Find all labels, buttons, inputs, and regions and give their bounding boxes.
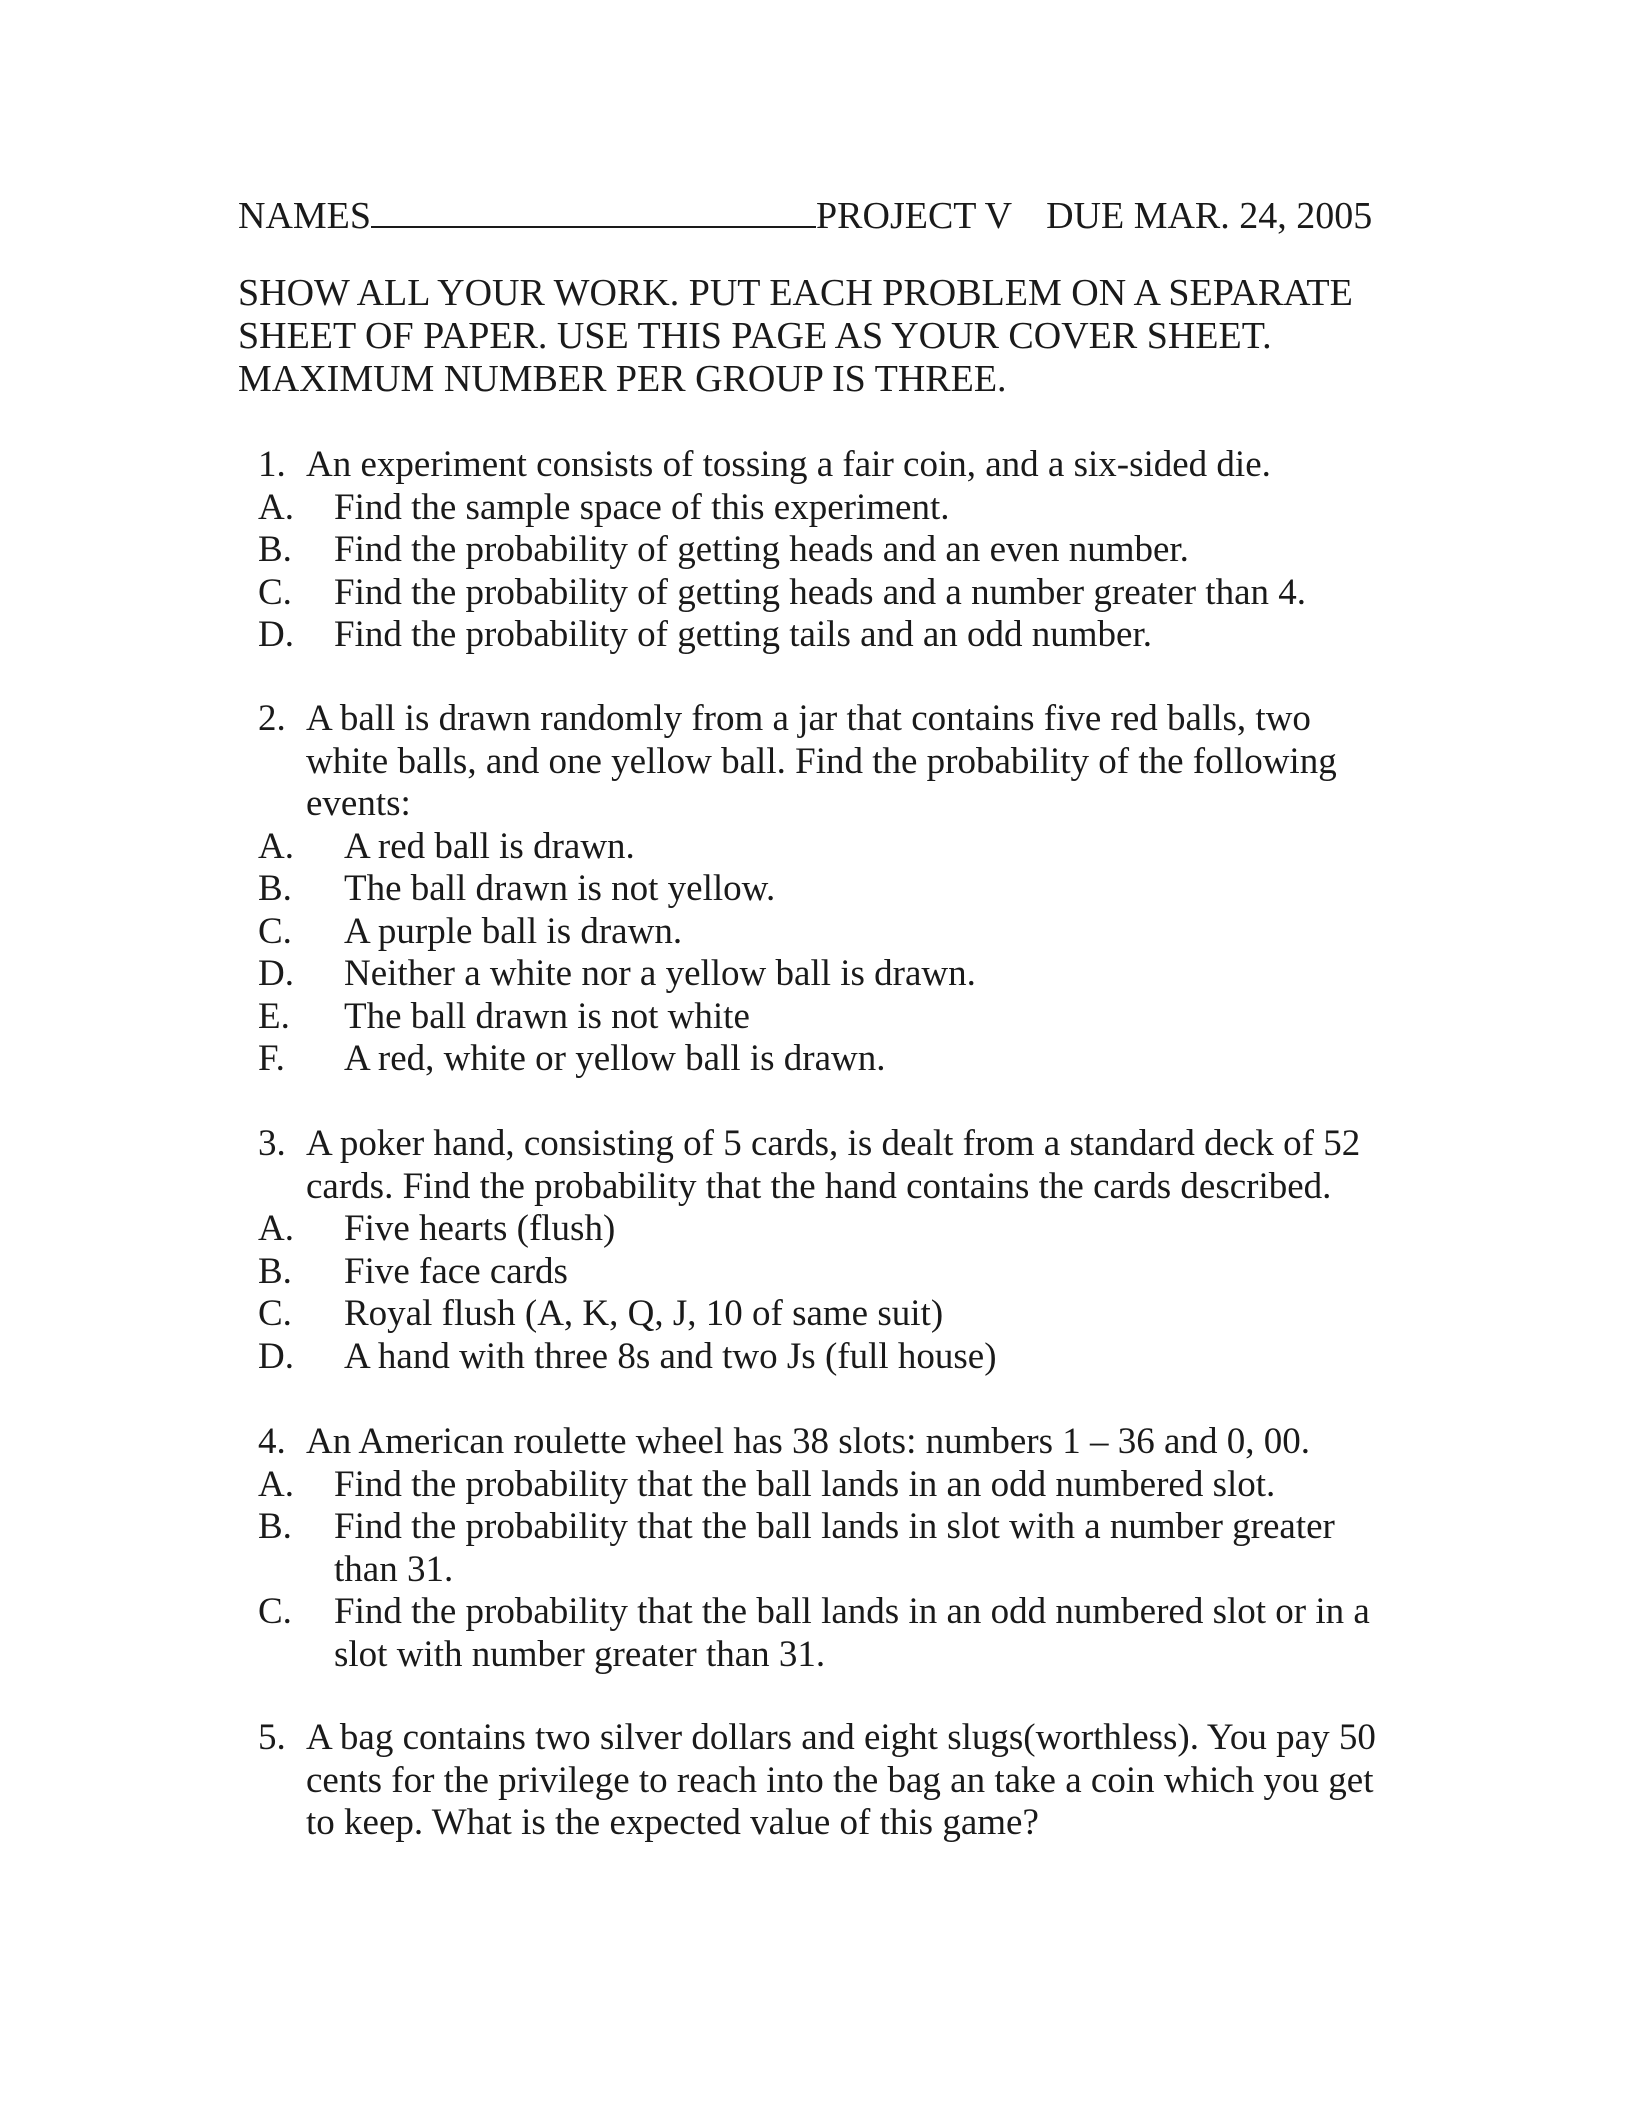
- part-text: Find the probability that the ball lands in an odd numbered slot or in a slot with number greater than 31.: [334, 1591, 1370, 1675]
- problem-part: [258, 1506, 1398, 1591]
- part-text: Five face cards: [344, 1250, 568, 1292]
- problem-part: [258, 1591, 1398, 1676]
- problem-text: A poker hand, consisting of 5 cards, is dealt from a standard deck of 52 cards. Find the probability that the hand contains the cards described.: [306, 1123, 1361, 1207]
- part-text: A red, white or yellow ball is drawn.: [344, 1038, 886, 1079]
- problem-4: [258, 1421, 1398, 1676]
- part-letter: D.: [258, 614, 294, 655]
- names-label: NAMES: [238, 195, 372, 237]
- part-letter: D.: [258, 953, 294, 994]
- project-title: PROJECT V: [816, 195, 1013, 237]
- part-letter: B.: [258, 868, 292, 909]
- part-text: Find the sample space of this experiment.: [334, 486, 950, 528]
- part-text: A hand with three 8s and two Js (full house): [344, 1335, 997, 1377]
- part-letter: A.: [258, 825, 294, 867]
- problem-part: [258, 487, 1398, 530]
- problem-text: An American roulette wheel has 38 slots: numbers 1 – 36 and 0, 00.: [306, 1421, 1310, 1462]
- problem-part: [258, 1038, 1398, 1081]
- part-letter: A.: [258, 1208, 294, 1249]
- problem-3: [258, 1123, 1398, 1378]
- part-text: Find the probability that the ball lands in an odd numbered slot.: [334, 1463, 1276, 1505]
- part-letter: B.: [258, 1506, 292, 1547]
- problem-part: [258, 1293, 1398, 1336]
- problem-part: [258, 1336, 1398, 1379]
- problem-part: [258, 1464, 1398, 1507]
- part-letter: A.: [258, 486, 294, 528]
- problem-part: [258, 1208, 1398, 1251]
- problem-text: An experiment consists of tossing a fair coin, and a six-sided die.: [306, 444, 1271, 485]
- problem-text: A ball is drawn randomly from a jar that contains five red balls, two white balls, and one yellow ball. Find the probability of the following events:: [306, 698, 1337, 824]
- problem-number: 5.: [258, 1717, 286, 1758]
- part-text: Royal flush (A, K, Q, J, 10 of same suit): [344, 1293, 944, 1334]
- page-header: [238, 190, 1398, 240]
- problem-number: 2.: [258, 698, 286, 739]
- part-text: A purple ball is drawn.: [344, 910, 683, 952]
- names-blank-line: [371, 190, 816, 228]
- problem-part: [258, 529, 1398, 572]
- problem-number: 1.: [258, 444, 286, 485]
- problem-part: [258, 911, 1398, 954]
- problem-1: [258, 444, 1398, 657]
- part-letter: A.: [258, 1463, 294, 1505]
- problem-part: [258, 826, 1398, 869]
- part-text: Find the probability of getting heads and an even number.: [334, 529, 1189, 570]
- part-letter: B.: [258, 1250, 292, 1292]
- part-letter: C.: [258, 910, 292, 952]
- part-text: The ball drawn is not white: [344, 995, 750, 1037]
- part-text: Find the probability that the ball lands in slot with a number greater than 31.: [334, 1506, 1335, 1590]
- problem-part: [258, 868, 1398, 911]
- part-letter: C.: [258, 571, 292, 613]
- instruction-line: SHOW ALL YOUR WORK. PUT EACH PROBLEM ON A SEPARATE: [238, 272, 1353, 314]
- instruction-line: MAXIMUM NUMBER PER GROUP IS THREE.: [238, 358, 1007, 400]
- part-text: A red ball is drawn.: [344, 825, 635, 867]
- part-text: Neither a white nor a yellow ball is drawn.: [344, 953, 976, 994]
- part-letter: F.: [258, 1038, 285, 1079]
- problem-part: [258, 996, 1398, 1039]
- part-text: Find the probability of getting heads and a number greater than 4.: [334, 571, 1307, 613]
- problem-part: [258, 572, 1398, 615]
- part-text: Five hearts (flush): [344, 1208, 616, 1249]
- problem-part: [258, 1251, 1398, 1294]
- part-letter: E.: [258, 995, 290, 1037]
- part-text: The ball drawn is not yellow.: [344, 868, 776, 909]
- part-letter: D.: [258, 1335, 294, 1377]
- problem-part: [258, 953, 1398, 996]
- problem-part: [258, 614, 1398, 657]
- problem-2: [258, 698, 1398, 1081]
- part-text: Find the probability of getting tails and an odd number.: [334, 614, 1152, 655]
- instructions-block: [238, 272, 1398, 401]
- part-letter: B.: [258, 529, 292, 570]
- part-letter: C.: [258, 1293, 292, 1334]
- instruction-line: SHEET OF PAPER. USE THIS PAGE AS YOUR COVER SHEET.: [238, 315, 1272, 357]
- problem-number: 4.: [258, 1421, 286, 1462]
- due-date: DUE MAR. 24, 2005: [1046, 195, 1373, 237]
- problem-5: [258, 1717, 1398, 1845]
- problem-text: A bag contains two silver dollars and eight slugs(worthless). You pay 50 cents for the privilege to reach into the bag an take a coin which you get to keep. What is the expected value of this game?: [306, 1717, 1376, 1843]
- part-letter: C.: [258, 1591, 292, 1632]
- problem-number: 3.: [258, 1123, 286, 1164]
